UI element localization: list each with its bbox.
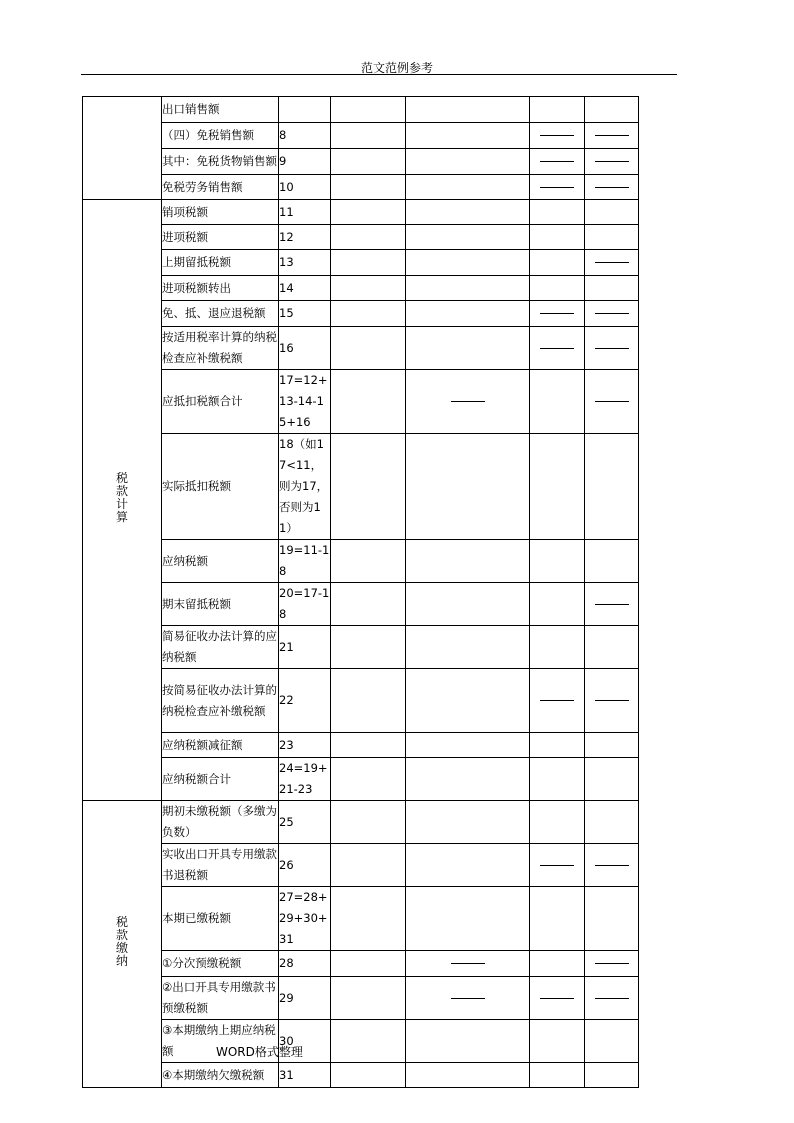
row-name: 按适用税率计算的纳税检查应补缴税额	[162, 327, 279, 370]
row-number: 23	[279, 733, 331, 758]
row-name: 应抵扣税额合计	[162, 370, 279, 434]
dash-mark	[595, 161, 629, 162]
table-row	[83, 370, 639, 434]
na-cell	[530, 327, 585, 370]
table-row	[83, 758, 639, 801]
value-cell[interactable]	[331, 250, 406, 276]
value-cell[interactable]	[331, 97, 406, 123]
value-cell[interactable]	[331, 951, 406, 977]
row-number: 21	[279, 626, 331, 669]
dash-mark	[540, 700, 574, 701]
value-cell[interactable]	[331, 123, 406, 149]
value-cell[interactable]	[585, 434, 639, 540]
row-name: ①分次预缴税额	[162, 951, 279, 977]
value-cell[interactable]	[585, 97, 639, 123]
value-cell[interactable]	[406, 733, 530, 758]
dash-mark	[595, 604, 629, 605]
section-cell-blank	[83, 97, 162, 200]
row-name: ③本期缴纳上期应纳税额	[162, 1020, 279, 1063]
row-name: 期初未缴税额（多缴为负数）	[162, 801, 279, 844]
value-cell[interactable]	[530, 540, 585, 583]
dash-mark	[451, 998, 485, 999]
dash-mark	[595, 348, 629, 349]
na-cell	[406, 977, 530, 1020]
row-number: 14	[279, 276, 331, 301]
page-footer: WORD格式整理	[216, 1045, 303, 1059]
value-cell[interactable]	[406, 225, 530, 250]
value-cell[interactable]	[331, 887, 406, 951]
dash-mark	[540, 135, 574, 136]
table-row	[83, 733, 639, 758]
na-cell	[585, 844, 639, 887]
na-cell	[585, 370, 639, 434]
value-cell[interactable]	[406, 583, 530, 626]
row-number: 10	[279, 175, 331, 200]
value-cell[interactable]	[331, 434, 406, 540]
dash-mark	[540, 161, 574, 162]
value-cell[interactable]	[406, 540, 530, 583]
value-cell[interactable]	[585, 887, 639, 951]
value-cell[interactable]	[406, 801, 530, 844]
table-row	[83, 1063, 639, 1088]
value-cell[interactable]	[585, 733, 639, 758]
row-number: 16	[279, 327, 331, 370]
dash-mark	[595, 135, 629, 136]
value-cell[interactable]	[331, 149, 406, 175]
dash-mark	[540, 998, 574, 999]
table-row	[83, 669, 639, 733]
dash-mark	[451, 401, 485, 402]
value-cell[interactable]	[331, 844, 406, 887]
value-cell[interactable]	[406, 669, 530, 733]
na-cell	[530, 301, 585, 327]
na-cell	[585, 175, 639, 200]
dash-mark	[595, 963, 629, 964]
row-name: 其中：免税货物销售额	[162, 149, 279, 175]
dash-mark	[595, 313, 629, 314]
row-number: 12	[279, 225, 331, 250]
value-cell[interactable]	[331, 626, 406, 669]
na-cell	[585, 149, 639, 175]
dash-mark	[540, 187, 574, 188]
table-row	[83, 250, 639, 276]
row-number	[279, 97, 331, 123]
value-cell[interactable]	[585, 276, 639, 301]
section-label-tax-calculation: 税款计算	[83, 200, 162, 801]
value-cell[interactable]	[530, 276, 585, 301]
value-cell[interactable]	[585, 225, 639, 250]
value-cell[interactable]	[530, 200, 585, 225]
value-cell[interactable]	[585, 540, 639, 583]
row-number: 20=17-18	[279, 583, 331, 626]
value-cell[interactable]	[331, 276, 406, 301]
value-cell[interactable]	[331, 200, 406, 225]
dash-mark	[595, 262, 629, 263]
table-row	[83, 276, 639, 301]
row-number: 17=12+13-14-15+16	[279, 370, 331, 434]
value-cell[interactable]	[585, 626, 639, 669]
value-cell[interactable]	[406, 844, 530, 887]
value-cell[interactable]	[331, 301, 406, 327]
na-cell	[585, 123, 639, 149]
table-row	[83, 977, 639, 1020]
row-number: 31	[279, 1063, 331, 1088]
section-label-tax-payment: 税款缴纳	[83, 801, 162, 1088]
row-number: 22	[279, 669, 331, 733]
value-cell[interactable]	[530, 583, 585, 626]
table-row	[83, 583, 639, 626]
row-name: 免税劳务销售额	[162, 175, 279, 200]
value-cell[interactable]	[585, 200, 639, 225]
row-number: 18（如17<11，则为17，否则为11）	[279, 434, 331, 540]
na-cell	[530, 669, 585, 733]
header-divider	[81, 74, 677, 75]
table-row	[83, 327, 639, 370]
table-row	[83, 200, 639, 225]
row-name: 应纳税额减征额	[162, 733, 279, 758]
na-cell	[406, 951, 530, 977]
value-cell[interactable]	[585, 1063, 639, 1088]
value-cell[interactable]	[331, 1020, 406, 1063]
value-cell[interactable]	[331, 977, 406, 1020]
value-cell[interactable]	[530, 733, 585, 758]
value-cell[interactable]	[331, 733, 406, 758]
table-row	[83, 540, 639, 583]
row-name: 销项税额	[162, 200, 279, 225]
row-name: 出口销售额	[162, 97, 279, 123]
value-cell[interactable]	[331, 758, 406, 801]
row-number: 27=28+29+30+31	[279, 887, 331, 951]
table-row	[83, 175, 639, 200]
dash-mark	[595, 998, 629, 999]
na-cell	[530, 977, 585, 1020]
na-cell	[585, 583, 639, 626]
table-row	[83, 123, 639, 149]
row-number: 26	[279, 844, 331, 887]
row-name: ④本期缴纳欠缴税额	[162, 1063, 279, 1088]
value-cell[interactable]	[530, 1063, 585, 1088]
value-cell[interactable]	[331, 225, 406, 250]
page-header: 范文范例参考	[360, 61, 433, 75]
vat-return-table	[82, 96, 639, 1088]
value-cell[interactable]	[331, 175, 406, 200]
row-name: 进项税额转出	[162, 276, 279, 301]
value-cell[interactable]	[331, 669, 406, 733]
table-row	[83, 801, 639, 844]
row-number: 28	[279, 951, 331, 977]
row-name: 实收出口开具专用缴款书退税额	[162, 844, 279, 887]
dash-mark	[451, 963, 485, 964]
na-cell	[406, 370, 530, 434]
na-cell	[530, 844, 585, 887]
row-name: 上期留抵税额	[162, 250, 279, 276]
na-cell	[530, 175, 585, 200]
row-name: 本期已缴税额	[162, 887, 279, 951]
na-cell	[530, 149, 585, 175]
na-cell	[585, 301, 639, 327]
value-cell[interactable]	[406, 175, 530, 200]
table-row	[83, 301, 639, 327]
na-cell	[585, 327, 639, 370]
na-cell	[585, 669, 639, 733]
value-cell[interactable]	[406, 301, 530, 327]
row-number: 11	[279, 200, 331, 225]
dash-mark	[595, 700, 629, 701]
value-cell[interactable]	[406, 327, 530, 370]
value-cell[interactable]	[530, 626, 585, 669]
value-cell[interactable]	[406, 97, 530, 123]
na-cell	[585, 977, 639, 1020]
dash-mark	[595, 187, 629, 188]
row-number: 19=11-18	[279, 540, 331, 583]
value-cell[interactable]	[406, 149, 530, 175]
value-cell[interactable]	[406, 276, 530, 301]
value-cell[interactable]	[530, 370, 585, 434]
value-cell[interactable]	[406, 434, 530, 540]
value-cell[interactable]	[406, 1063, 530, 1088]
row-name: 免、抵、退应退税额	[162, 301, 279, 327]
value-cell[interactable]	[585, 758, 639, 801]
value-cell[interactable]	[585, 1020, 639, 1063]
row-name: （四）免税销售额	[162, 123, 279, 149]
value-cell[interactable]	[331, 1063, 406, 1088]
na-cell	[585, 951, 639, 977]
dash-mark	[595, 401, 629, 402]
value-cell[interactable]	[331, 327, 406, 370]
table-row	[83, 626, 639, 669]
row-number: 25	[279, 801, 331, 844]
value-cell[interactable]	[585, 801, 639, 844]
value-cell[interactable]	[406, 1020, 530, 1063]
row-name: 期末留抵税额	[162, 583, 279, 626]
row-number: 9	[279, 149, 331, 175]
table-row	[83, 887, 639, 951]
value-cell[interactable]	[530, 434, 585, 540]
row-name: 实际抵扣税额	[162, 434, 279, 540]
value-cell[interactable]	[406, 200, 530, 225]
value-cell[interactable]	[331, 583, 406, 626]
table-row	[83, 1020, 639, 1063]
value-cell[interactable]	[530, 801, 585, 844]
dash-mark	[540, 865, 574, 866]
row-number: 8	[279, 123, 331, 149]
value-cell[interactable]	[331, 801, 406, 844]
table-row	[83, 149, 639, 175]
value-cell[interactable]	[406, 626, 530, 669]
dash-mark	[540, 313, 574, 314]
row-number: 29	[279, 977, 331, 1020]
value-cell[interactable]	[530, 887, 585, 951]
row-name: 应纳税额	[162, 540, 279, 583]
table-row	[83, 225, 639, 250]
value-cell[interactable]	[530, 97, 585, 123]
row-number: 24=19+21-23	[279, 758, 331, 801]
dash-mark	[595, 865, 629, 866]
value-cell[interactable]	[331, 540, 406, 583]
value-cell[interactable]	[331, 370, 406, 434]
row-number: 13	[279, 250, 331, 276]
value-cell[interactable]	[530, 951, 585, 977]
row-name: 简易征收办法计算的应纳税额	[162, 626, 279, 669]
value-cell[interactable]	[406, 758, 530, 801]
row-number: 15	[279, 301, 331, 327]
value-cell[interactable]	[530, 225, 585, 250]
row-number: 30	[279, 1020, 331, 1063]
row-name: 进项税额	[162, 225, 279, 250]
value-cell[interactable]	[530, 758, 585, 801]
na-cell	[585, 250, 639, 276]
table-row	[83, 97, 639, 123]
table-row	[83, 951, 639, 977]
table-row	[83, 434, 639, 540]
na-cell	[530, 123, 585, 149]
table-row	[83, 844, 639, 887]
row-name: 应纳税额合计	[162, 758, 279, 801]
value-cell[interactable]	[406, 250, 530, 276]
value-cell[interactable]	[406, 887, 530, 951]
row-name: ②出口开具专用缴款书预缴税额	[162, 977, 279, 1020]
dash-mark	[540, 348, 574, 349]
value-cell[interactable]	[530, 250, 585, 276]
row-name: 按简易征收办法计算的纳税检查应补缴税额	[162, 669, 279, 733]
value-cell[interactable]	[530, 1020, 585, 1063]
value-cell[interactable]	[406, 123, 530, 149]
